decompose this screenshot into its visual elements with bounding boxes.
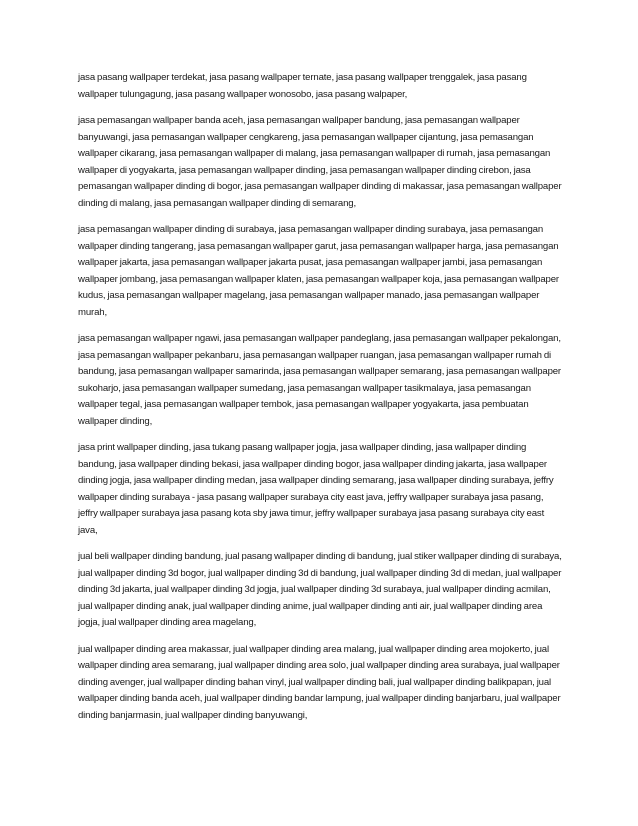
- paragraph: jual wallpaper dinding area makassar, jual wallpaper dinding area malang, jual wallpaper dinding area mojokerto, jual wallpaper dinding area semarang, jual wallpaper dinding area solo, jual wallpaper dinding area surabaya, jual wallpaper dinding avenger, jual wallpaper dinding bahan vinyl, jual wallpaper dinding bali, jual wallpaper dinding balikpapan, jual wallpaper dinding banda aceh, jual wallpaper dinding bandar lampung, jual wallpaper dinding banjarbaru, jual wallpaper dinding banjarmasin, jual wallpaper dinding banyuwangi,: [78, 643, 561, 721]
- paragraph: jasa print wallpaper dinding, jasa tukang pasang wallpaper jogja, jasa wallpaper dinding, jasa wallpaper dinding bandung, jasa wallpaper dinding bekasi, jasa wallpaper dinding bogor, jasa wallpaper dinding jakarta, jasa wallpaper dinding jogja, jasa wallpaper dinding medan, jasa wallpaper dinding semarang, jasa wallpaper dinding surabaya, jeffry wallpaper dinding surabaya - jasa pasang wallpaper surabaya city east java, jeffry wallpaper surabaya jasa pasang, jeffry wallpaper surabaya jasa pasang kota sby jawa timur, jeffry wallpaper surabaya jasa pasang surabaya city east java,: [78, 442, 554, 536]
- paragraph: jasa pemasangan wallpaper dinding di surabaya, jasa pemasangan wallpaper dinding surabaya, jasa pemasangan wallpaper dinding tangerang, jasa pemasangan wallpaper garut, jasa pemasangan wallpaper harga, jasa pemasangan wallpaper jakarta, jasa pemasangan wallpaper jakarta pusat, jasa pemasangan wallpaper jambi, jasa pemasangan wallpaper jombang, jasa pemasangan wallpaper klaten, jasa pemasangan wallpaper koja, jasa pemasangan wallpaper kudus, jasa pemasangan wallpaper magelang, jasa pemasangan wallpaper manado, jasa pemasangan wallpaper murah,: [78, 224, 559, 318]
- document-body: [78, 70, 564, 734]
- paragraph: jasa pasang wallpaper terdekat, jasa pasang wallpaper ternate, jasa pasang wallpaper trenggalek, jasa pasang wallpaper tulungagung, jasa pasang wallpaper wonosobo, jasa pasang walpaper,: [78, 72, 527, 100]
- paragraph: jasa pemasangan wallpaper ngawi, jasa pemasangan wallpaper pandeglang, jasa pemasangan wallpaper pekalongan, jasa pemasangan wallpaper pekanbaru, jasa pemasangan wallpaper ruangan, jasa pemasangan wallpaper rumah di bandung, jasa pemasangan wallpaper samarinda, jasa pemasangan wallpaper semarang, jasa pemasangan wallpaper sukoharjo, jasa pemasangan wallpaper sumedang, jasa pemasangan wallpaper tasikmalaya, jasa pemasangan wallpaper tegal, jasa pemasangan wallpaper tembok, jasa pemasangan wallpaper yogyakarta, jasa pembuatan wallpaper dinding,: [78, 333, 561, 427]
- paragraph: jual beli wallpaper dinding bandung, jual pasang wallpaper dinding di bandung, jual stiker wallpaper dinding di surabaya, jual wallpaper dinding 3d bogor, jual wallpaper dinding 3d di bandung, jual wallpaper dinding 3d di medan, jual wallpaper dinding 3d jakarta, jual wallpaper dinding 3d jogja, jual wallpaper dinding 3d surabaya, jual wallpaper dinding acmilan, jual wallpaper dinding anak, jual wallpaper dinding anime, jual wallpaper dinding anti air, jual wallpaper dinding area jogja, jual wallpaper dinding area magelang,: [78, 551, 562, 628]
- paragraph: jasa pemasangan wallpaper banda aceh, jasa pemasangan wallpaper bandung, jasa pemasangan wallpaper banyuwangi, jasa pemasangan wallpaper cengkareng, jasa pemasangan wallpaper cijantung, jasa pemasangan wallpaper cikarang, jasa pemasangan wallpaper di malang, jasa pemasangan wallpaper di rumah, jasa pemasangan wallpaper di yogyakarta, jasa pemasangan wallpaper dinding, jasa pemasangan wallpaper dinding cirebon, jasa pemasangan wallpaper dinding di bogor, jasa pemasangan wallpaper dinding di makassar, jasa pemasangan wallpaper dinding di malang, jasa pemasangan wallpaper dinding di semarang,: [78, 115, 562, 209]
